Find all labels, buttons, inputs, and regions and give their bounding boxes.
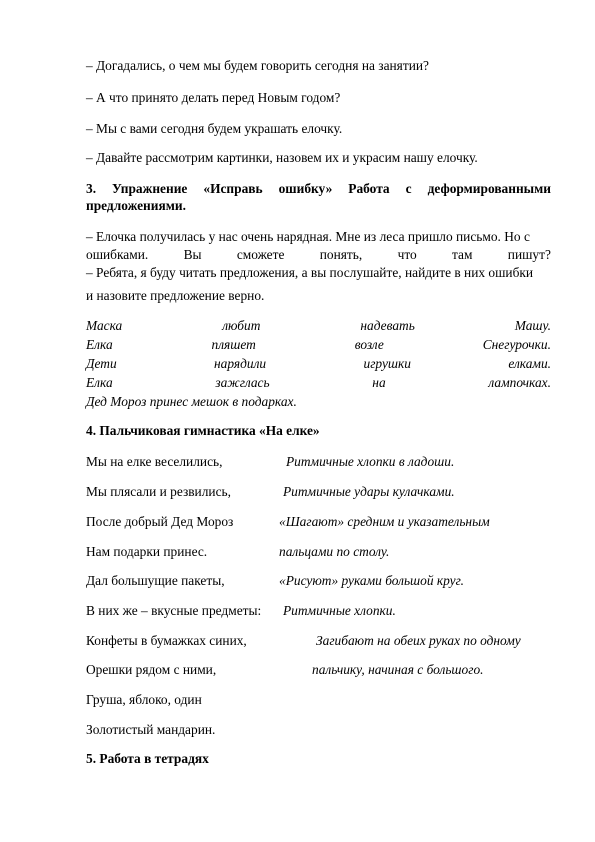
erroneous-sentence: [86, 337, 551, 353]
word: ошибками.: [86, 247, 149, 262]
erroneous-sentence: Дед Мороз принес мешок в подарках.: [86, 394, 297, 409]
verse-action: «Шагают» средним и указательным: [279, 514, 490, 529]
word: Вы: [183, 247, 202, 262]
verse-line: Нам подарки принес.: [86, 544, 208, 559]
title-word: ошибку»: [278, 181, 333, 196]
title-word: «Исправь: [203, 181, 263, 196]
word: Елка: [86, 337, 113, 352]
title-word: деформированными: [427, 181, 551, 196]
verse-action: пальчику, начиная с большого.: [312, 662, 484, 677]
verse-line: После добрый Дед Мороз: [86, 514, 234, 529]
dialog-line: – Мы с вами сегодня будем украшать елочку.: [86, 121, 343, 136]
word: игрушки: [363, 356, 411, 371]
dialog-line: – Давайте рассмотрим картинки, назовем их и украсим нашу елочку.: [86, 150, 478, 165]
word: сможете: [236, 247, 285, 262]
verse-line: Дал большущие пакеты,: [86, 573, 225, 588]
erroneous-sentence: [86, 318, 551, 334]
verse-line: Орешки рядом с ними,: [86, 662, 217, 677]
erroneous-sentence: [86, 375, 551, 391]
word: возле: [354, 337, 384, 352]
verse-action: Загибают на обеих руках по одному: [316, 633, 521, 648]
verse-line: Мы плясали и резвились,: [86, 484, 231, 499]
verse-line: Груша, яблоко, один: [86, 692, 202, 707]
erroneous-sentence: [86, 356, 551, 372]
paragraph-line: и назовите предложение верно.: [86, 288, 265, 303]
section3-title: [86, 181, 551, 197]
word: лампочках.: [488, 375, 551, 390]
title-word: с: [405, 181, 412, 196]
word: пляшет: [211, 337, 256, 352]
word: любит: [222, 318, 261, 333]
word: пишут?: [507, 247, 551, 262]
word: понять,: [319, 247, 363, 262]
paragraph-line: – Елочка получилась у нас очень нарядная. Мне из леса пришло письмо. Но с: [86, 229, 530, 244]
word: надевать: [360, 318, 415, 333]
paragraph-line: [86, 247, 551, 263]
verse-line: Золотистый мандарин.: [86, 722, 216, 737]
section3-title-line2: предложениями.: [86, 198, 186, 213]
title-word: 3.: [86, 181, 97, 196]
verse-action: «Рисуют» руками большой круг.: [279, 573, 465, 588]
word: зажглась: [215, 375, 270, 390]
verse-action: Ритмичные хлопки в ладоши.: [286, 454, 455, 469]
verse-line: В них же – вкусные предметы:: [86, 603, 262, 618]
paragraph-line: – Ребята, я буду читать предложения, а вы послушайте, найдите в них ошибки: [86, 265, 534, 280]
dialog-line: – А что принято делать перед Новым годом?: [86, 90, 341, 105]
word: там: [452, 247, 473, 262]
verse-action: Ритмичные удары кулачками.: [283, 484, 455, 499]
verse-line: Мы на елке веселились,: [86, 454, 223, 469]
word: Снегурочки.: [482, 337, 551, 352]
word: что: [397, 247, 417, 262]
section4-title: 4. Пальчиковая гимнастика «На елке»: [86, 423, 320, 438]
word: Елка: [86, 375, 113, 390]
verse-action: пальцами по столу.: [279, 544, 390, 559]
title-word: Работа: [348, 181, 390, 196]
section5-title: 5. Работа в тетрадях: [86, 751, 209, 766]
word: Дети: [86, 356, 117, 371]
dialog-line: – Догадались, о чем мы будем говорить сегодня на занятии?: [86, 58, 429, 73]
word: нарядили: [214, 356, 267, 371]
word: на: [372, 375, 386, 390]
word: елками.: [508, 356, 551, 371]
word: Маска: [86, 318, 123, 333]
verse-action: Ритмичные хлопки.: [283, 603, 396, 618]
verse-line: Конфеты в бумажках синих,: [86, 633, 247, 648]
title-word: Упражнение: [112, 181, 188, 196]
word: Машу.: [514, 318, 551, 333]
